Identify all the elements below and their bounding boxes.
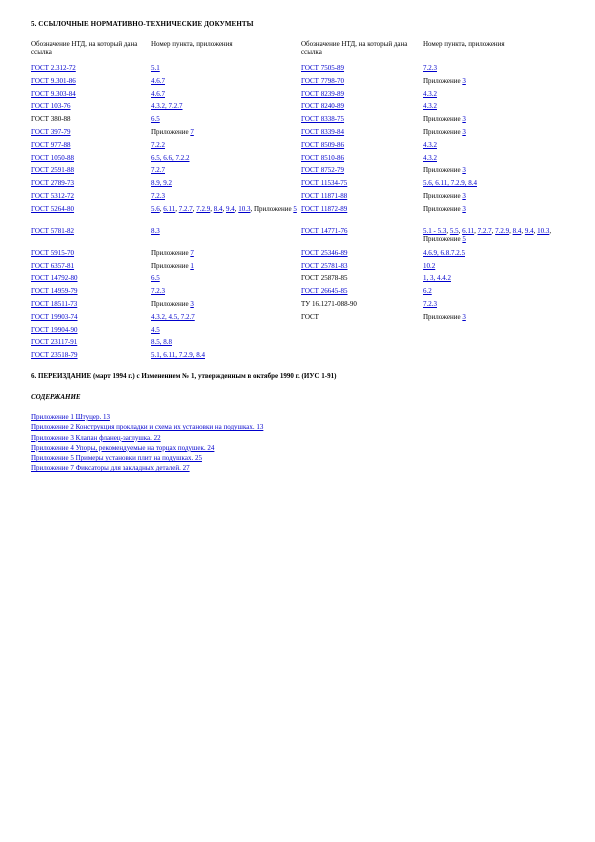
ref-doc-designation-cell <box>300 205 422 227</box>
ref-item-number-cell <box>150 287 300 300</box>
ref-doc-designation-cell <box>300 227 422 249</box>
ref-doc-designation-cell <box>30 154 150 167</box>
ref-doc-designation-link[interactable]: ГОСТ 2789-73 <box>31 179 75 188</box>
ref-doc-designation-cell <box>300 192 422 205</box>
ref-doc-designation-text: ГОСТ 25878-85 <box>301 274 348 283</box>
ref-number-link[interactable]: 3 <box>462 76 466 85</box>
ref-item-number-link[interactable]: 5.1 <box>151 64 160 72</box>
ref-item-number-text <box>423 205 466 213</box>
ref-item-number-link[interactable]: 4.3.2 <box>423 89 437 98</box>
ref-item-number-text <box>423 115 466 123</box>
ref-doc-designation-link[interactable]: ГОСТ 8752-79 <box>301 166 345 175</box>
ref-item-number-cell <box>150 128 300 141</box>
ref-text: Приложение <box>423 204 463 213</box>
ref-number-link[interactable]: 3 <box>462 204 466 213</box>
ref-doc-designation-link[interactable]: ГОСТ 6357-81 <box>31 261 75 270</box>
ref-doc-designation-link[interactable]: ГОСТ 26645-85 <box>301 287 348 296</box>
ref-item-number-link[interactable]: 7.2.3 <box>423 64 437 72</box>
ref-item-number-link[interactable]: 6.2 <box>423 287 432 296</box>
ref-doc-designation-cell <box>30 249 150 262</box>
ref-number-link[interactable]: 7.2.7 <box>178 204 193 213</box>
ref-item-number-cell <box>422 313 564 326</box>
ref-number-link[interactable]: 3 <box>462 115 466 124</box>
ref-text: , Приложение <box>250 204 294 213</box>
ref-item-number-text <box>151 128 194 136</box>
ref-item-number-link[interactable]: 8.5, 8.8 <box>151 338 172 347</box>
ref-text: , <box>192 204 197 213</box>
ref-doc-designation-cell <box>300 179 422 192</box>
references-table <box>30 40 564 364</box>
ref-item-number-cell <box>150 154 300 167</box>
ref-doc-designation-cell <box>30 205 150 227</box>
ref-item-number-cell <box>150 313 300 326</box>
ref-doc-designation-cell <box>300 274 422 287</box>
ref-doc-designation-cell <box>300 351 422 364</box>
ref-doc-designation-cell <box>300 166 422 179</box>
ref-text: , <box>474 226 478 235</box>
ref-doc-designation-link[interactable]: ГОСТ 2.312-72 <box>31 64 76 72</box>
ref-item-number-link[interactable]: 7.2.7 <box>151 166 165 175</box>
ref-number-link[interactable]: 5 <box>293 204 297 213</box>
ref-number-link[interactable]: 8.4 <box>512 226 522 235</box>
table-row <box>30 77 564 90</box>
ref-number-link[interactable]: 6.11 <box>462 226 475 235</box>
ref-doc-designation-link[interactable]: ГОСТ 14771-76 <box>301 226 348 235</box>
ref-item-number-cell <box>422 115 564 128</box>
table-row <box>30 90 564 103</box>
ref-doc-designation-link[interactable]: ГОСТ 25781-83 <box>301 261 348 270</box>
ref-doc-designation-cell <box>30 141 150 154</box>
ref-item-number-cell <box>422 326 564 339</box>
ref-item-number-link[interactable]: 4.5 <box>151 325 160 334</box>
ref-doc-designation-cell <box>300 102 422 115</box>
ref-item-number-cell <box>422 179 564 192</box>
ref-item-number-link[interactable]: 4.3.2 <box>423 140 437 149</box>
ref-item-number-cell <box>422 166 564 179</box>
table-row <box>30 351 564 364</box>
ref-item-number-link[interactable]: 4.3.2 <box>423 102 437 111</box>
ref-text: Приложение <box>151 261 191 270</box>
ref-item-number-cell <box>422 77 564 90</box>
ref-doc-designation-cell <box>30 227 150 249</box>
ref-item-number-cell <box>422 128 564 141</box>
ref-doc-designation-link[interactable]: ГОСТ 19904-90 <box>31 325 78 334</box>
ref-text: , Приложение <box>423 226 552 243</box>
ref-item-number-cell <box>422 227 564 249</box>
ref-doc-designation-text: ГОСТ <box>301 312 319 321</box>
ref-doc-designation-cell <box>300 287 422 300</box>
ref-item-number-link[interactable]: 4.6.7 <box>151 89 165 98</box>
ref-item-number-link[interactable]: 7.2.3 <box>151 191 165 200</box>
ref-doc-designation-text: ГОСТ 380-88 <box>31 115 71 124</box>
ref-item-number-link[interactable]: 4.6.7 <box>151 76 165 85</box>
ref-doc-designation-cell <box>30 128 150 141</box>
ref-text: , <box>234 204 239 213</box>
ref-number-link[interactable]: 7 <box>190 127 194 136</box>
ref-item-number-text <box>423 313 466 321</box>
ref-item-number-cell <box>422 141 564 154</box>
ref-doc-designation-link[interactable]: ГОСТ 8239-89 <box>301 89 345 98</box>
ref-doc-designation-link[interactable]: ГОСТ 14792-80 <box>31 274 78 283</box>
table-row <box>30 128 564 141</box>
ref-doc-designation-cell <box>30 274 150 287</box>
ref-text: Приложение <box>151 127 191 136</box>
ref-item-number-cell <box>150 227 300 249</box>
ref-doc-designation-link[interactable]: ГОСТ 5915-70 <box>31 248 75 257</box>
ref-item-number-cell <box>422 154 564 167</box>
ref-doc-designation-cell <box>30 351 150 364</box>
ref-doc-designation-cell <box>300 141 422 154</box>
table-row <box>30 192 564 205</box>
ref-doc-designation-link[interactable]: ГОСТ 397-79 <box>31 127 71 136</box>
ref-text: , <box>210 204 214 213</box>
ref-text: , <box>175 204 179 213</box>
ref-text: Приложение <box>423 115 463 124</box>
ref-doc-designation-link[interactable]: ГОСТ 8510-86 <box>301 153 345 162</box>
ref-item-number-cell <box>150 249 300 262</box>
ref-doc-designation-cell <box>30 313 150 326</box>
ref-doc-designation-cell <box>300 300 422 313</box>
contents-item <box>31 463 263 473</box>
ref-doc-designation-cell <box>300 64 422 77</box>
table-row <box>30 262 564 275</box>
ref-item-number-cell <box>422 205 564 227</box>
ref-doc-designation-cell <box>30 287 150 300</box>
ref-doc-designation-cell <box>30 77 150 90</box>
ref-doc-designation-link[interactable]: ГОСТ 8509-86 <box>301 140 345 149</box>
ref-text: , <box>458 226 463 235</box>
ref-doc-designation-cell <box>300 326 422 339</box>
ref-number-link[interactable]: 5.6 <box>151 204 160 213</box>
ref-number-link[interactable]: 5 <box>462 234 466 243</box>
ref-item-number-text <box>151 262 194 270</box>
ref-number-link[interactable]: 7.2.7 <box>477 226 492 235</box>
ref-item-number-cell <box>150 166 300 179</box>
ref-item-number-link[interactable]: 8.9, 9.2 <box>151 179 172 188</box>
ref-text: , <box>159 204 164 213</box>
contents-list <box>31 412 263 474</box>
ref-number-link[interactable]: 1 <box>190 261 194 270</box>
ref-item-number-cell <box>150 192 300 205</box>
ref-doc-designation-link[interactable]: ГОСТ 2591-88 <box>31 166 75 175</box>
ref-item-number-text <box>423 192 466 200</box>
table-row <box>30 313 564 326</box>
ref-text: Приложение <box>423 312 463 321</box>
ref-item-number-link[interactable]: 4.6.9, 6.8.7.2.5 <box>423 248 465 257</box>
ref-item-number-text <box>151 205 297 213</box>
ref-item-number-cell <box>150 205 300 227</box>
table-row <box>30 141 564 154</box>
ref-item-number-cell <box>150 326 300 339</box>
ref-item-number-cell <box>422 249 564 262</box>
ref-item-number-cell <box>422 287 564 300</box>
section-heading: 5. ССЫЛОЧНЫЕ НОРМАТИВНО-ТЕХНИЧЕСКИЕ ДОКУМЕНТЫ <box>31 20 254 28</box>
ref-text: , <box>521 226 525 235</box>
ref-doc-designation-link[interactable]: ГОСТ 14959-79 <box>31 287 78 296</box>
ref-doc-designation-link[interactable]: ГОСТ 11872-89 <box>301 204 348 213</box>
ref-item-number-link[interactable]: 7.2.3 <box>423 299 437 308</box>
ref-doc-designation-cell <box>300 154 422 167</box>
table-row <box>30 205 564 227</box>
table-header-row <box>30 40 564 64</box>
ref-item-number-text <box>423 128 466 136</box>
ref-doc-designation-link[interactable]: ГОСТ 5312-72 <box>31 191 75 200</box>
ref-doc-designation-link[interactable]: ГОСТ 5264-80 <box>31 204 75 213</box>
ref-number-link[interactable]: 6.11 <box>163 204 176 213</box>
ref-text: , <box>446 226 450 235</box>
ref-doc-designation-link[interactable]: ГОСТ 11871-88 <box>301 191 348 200</box>
ref-doc-designation-link[interactable]: ГОСТ 19903-74 <box>31 312 78 321</box>
ref-doc-designation-cell <box>30 300 150 313</box>
ref-doc-designation-cell <box>300 77 422 90</box>
contents-link[interactable]: Приложение 5 Примеры установки плит на подушках. 25 <box>31 454 202 463</box>
ref-doc-designation-cell <box>30 64 150 77</box>
ref-doc-designation-cell <box>300 90 422 103</box>
ref-item-number-link[interactable]: 10.2 <box>423 261 436 270</box>
ref-item-number-link[interactable]: 4.3.2, 4.5, 7.2.7 <box>151 312 195 321</box>
ref-item-number-cell <box>150 262 300 275</box>
table-row <box>30 227 564 249</box>
ref-doc-designation-cell <box>30 326 150 339</box>
ref-item-number-link[interactable]: 4.3.2 <box>423 153 437 162</box>
ref-item-number-cell <box>422 351 564 364</box>
ref-doc-designation-link[interactable]: ГОСТ 11534-75 <box>301 179 348 188</box>
ref-item-number-cell <box>422 300 564 313</box>
header-doc-designation-2: Обозначение НТД, на который дана ссылка <box>301 40 408 57</box>
ref-item-number-cell <box>150 351 300 364</box>
reprint-note: 6. ПЕРЕИЗДАНИЕ (март 1994 г.) с Изменением № 1, утвержденным в октябре 1990 г. (ИУС 1-91) <box>31 372 337 380</box>
header-doc-designation-1: Обозначение НТД, на который дана ссылка <box>31 40 138 57</box>
ref-item-number-cell <box>150 64 300 77</box>
ref-text: Приложение <box>423 127 463 136</box>
ref-doc-designation-text: ТУ 16.1271-088-90 <box>301 299 357 308</box>
ref-item-number-cell <box>422 338 564 351</box>
ref-item-number-link[interactable]: 6.5 <box>151 115 160 124</box>
ref-item-number-cell <box>150 141 300 154</box>
ref-item-number-cell <box>150 274 300 287</box>
table-row <box>30 274 564 287</box>
ref-doc-designation-cell <box>300 262 422 275</box>
ref-text: Приложение <box>423 191 463 200</box>
contents-item <box>31 443 263 453</box>
ref-text: , <box>222 204 226 213</box>
table-row <box>30 249 564 262</box>
table-row <box>30 154 564 167</box>
ref-item-number-cell <box>422 192 564 205</box>
ref-number-link[interactable]: 10.3 <box>537 226 550 235</box>
contents-link[interactable]: Приложение 1 Штуцер. 13 <box>31 413 110 421</box>
ref-number-link[interactable]: 7 <box>190 248 194 257</box>
ref-doc-designation-link[interactable]: ГОСТ 18511-73 <box>31 299 78 308</box>
ref-item-number-cell <box>422 102 564 115</box>
contents-item <box>31 412 263 422</box>
header-item-number-2: Номер пункта, приложения <box>423 40 505 48</box>
contents-title: СОДЕРЖАНИЕ <box>31 393 81 401</box>
table-row <box>30 166 564 179</box>
ref-doc-designation-cell <box>30 179 150 192</box>
ref-item-number-link[interactable]: 6.5, 6.6, 7.2.2 <box>151 153 190 162</box>
ref-doc-designation-cell <box>30 102 150 115</box>
ref-doc-designation-link[interactable]: ГОСТ 23117-91 <box>31 338 78 347</box>
header-item-number-1: Номер пункта, приложения <box>151 40 233 48</box>
ref-text: , <box>509 226 513 235</box>
ref-doc-designation-cell <box>300 128 422 141</box>
ref-item-number-cell <box>150 90 300 103</box>
ref-number-link[interactable]: 5.1 - 5.3 <box>423 226 447 235</box>
ref-text: , <box>491 226 496 235</box>
table-row <box>30 102 564 115</box>
table-row <box>30 300 564 313</box>
ref-item-number-link[interactable]: 7.2.3 <box>151 287 165 296</box>
ref-item-number-text <box>423 227 551 243</box>
ref-doc-designation-cell <box>30 192 150 205</box>
ref-doc-designation-cell <box>30 90 150 103</box>
ref-number-link[interactable]: 8.4 <box>213 204 223 213</box>
ref-doc-designation-cell <box>30 166 150 179</box>
ref-doc-designation-link[interactable]: ГОСТ 8240-89 <box>301 102 345 111</box>
ref-number-link[interactable]: 7.2.9 <box>495 226 510 235</box>
contents-link[interactable]: Приложение 2 Конструкция прокладки и схема их установки на подушках. 13 <box>31 423 264 432</box>
ref-item-number-cell <box>150 179 300 192</box>
ref-number-link[interactable]: 3 <box>190 299 194 308</box>
ref-doc-designation-cell <box>300 313 422 326</box>
ref-doc-designation-link[interactable]: ГОСТ 9.303-84 <box>31 89 76 98</box>
ref-item-number-cell <box>422 90 564 103</box>
ref-number-link[interactable]: 3 <box>462 127 466 136</box>
table-row <box>30 115 564 128</box>
ref-text: Приложение <box>423 76 463 85</box>
ref-number-link[interactable]: 9.4 <box>226 204 235 213</box>
ref-item-number-text <box>151 300 194 308</box>
ref-item-number-cell <box>150 77 300 90</box>
ref-item-number-cell <box>150 300 300 313</box>
ref-doc-designation-cell <box>300 338 422 351</box>
ref-doc-designation-cell <box>30 115 150 128</box>
ref-text: , <box>533 226 538 235</box>
ref-doc-designation-link[interactable]: ГОСТ 103-76 <box>31 102 71 111</box>
ref-item-number-link[interactable]: 8.3 <box>151 226 160 235</box>
ref-number-link[interactable]: 10.3 <box>238 204 251 213</box>
ref-doc-designation-link[interactable]: ГОСТ 25346-89 <box>301 248 348 257</box>
ref-item-number-cell <box>422 262 564 275</box>
ref-item-number-cell <box>150 115 300 128</box>
references-table-body <box>30 40 564 364</box>
ref-doc-designation-link[interactable]: ГОСТ 977-88 <box>31 140 71 149</box>
ref-item-number-link[interactable]: 7.2.2 <box>151 140 165 149</box>
ref-item-number-cell <box>150 102 300 115</box>
ref-item-number-link[interactable]: 4.3.2, 7.2.7 <box>151 102 183 111</box>
ref-doc-designation-cell <box>30 338 150 351</box>
ref-number-link[interactable]: 3 <box>462 191 466 200</box>
ref-item-number-link[interactable]: 5.1, 6.11, 7.2.9, 8.4 <box>151 351 205 360</box>
contents-link[interactable]: Приложение 4 Упоры, рекомендуемые на торцах подушек. 24 <box>31 443 215 452</box>
contents-item <box>31 422 263 432</box>
ref-number-link[interactable]: 9.4 <box>524 226 534 235</box>
ref-doc-designation-link[interactable]: ГОСТ 5781-82 <box>31 226 75 235</box>
ref-item-number-text <box>423 166 466 174</box>
table-row <box>30 179 564 192</box>
ref-doc-designation-cell <box>300 249 422 262</box>
ref-doc-designation-link[interactable]: ГОСТ 9.301-86 <box>31 76 76 85</box>
contents-item <box>31 433 263 443</box>
ref-doc-designation-cell <box>30 262 150 275</box>
table-row <box>30 287 564 300</box>
ref-doc-designation-cell <box>300 115 422 128</box>
table-row <box>30 338 564 351</box>
contents-link[interactable]: Приложение 3 Клапан фланец-заглушка. 22 <box>31 433 161 442</box>
ref-number-link[interactable]: 3 <box>462 166 466 175</box>
ref-doc-designation-link[interactable]: ГОСТ 1050-88 <box>31 153 75 162</box>
ref-item-number-cell <box>422 274 564 287</box>
ref-item-number-text <box>151 249 194 257</box>
ref-doc-designation-link[interactable]: ГОСТ 7505-89 <box>301 64 345 72</box>
ref-item-number-cell <box>422 64 564 77</box>
ref-doc-designation-link[interactable]: ГОСТ 8338-75 <box>301 115 345 124</box>
ref-item-number-link[interactable]: 5.6, 6.11, 7.2.9, 8.4 <box>423 179 477 188</box>
ref-number-link[interactable]: 5.5 <box>449 226 459 235</box>
contents-item <box>31 453 263 463</box>
ref-number-link[interactable]: 3 <box>462 312 466 321</box>
ref-doc-designation-link[interactable]: ГОСТ 23518-79 <box>31 351 78 360</box>
ref-number-link[interactable]: 7.2.9 <box>196 204 211 213</box>
ref-doc-designation-link[interactable]: ГОСТ 7798-70 <box>301 76 345 85</box>
table-row <box>30 326 564 339</box>
ref-item-number-link[interactable]: 6.5 <box>151 274 160 283</box>
ref-item-number-link[interactable]: 1, 3, 4.4.2 <box>423 274 451 283</box>
ref-text: Приложение <box>151 299 191 308</box>
contents-link[interactable]: Приложение 7 Фиксаторы для закладных деталей. 27 <box>31 464 190 473</box>
ref-text: Приложение <box>151 248 191 257</box>
ref-doc-designation-link[interactable]: ГОСТ 8339-84 <box>301 127 345 136</box>
ref-text: Приложение <box>423 166 463 175</box>
ref-item-number-cell <box>150 338 300 351</box>
ref-item-number-text <box>423 77 466 85</box>
table-row <box>30 64 564 77</box>
